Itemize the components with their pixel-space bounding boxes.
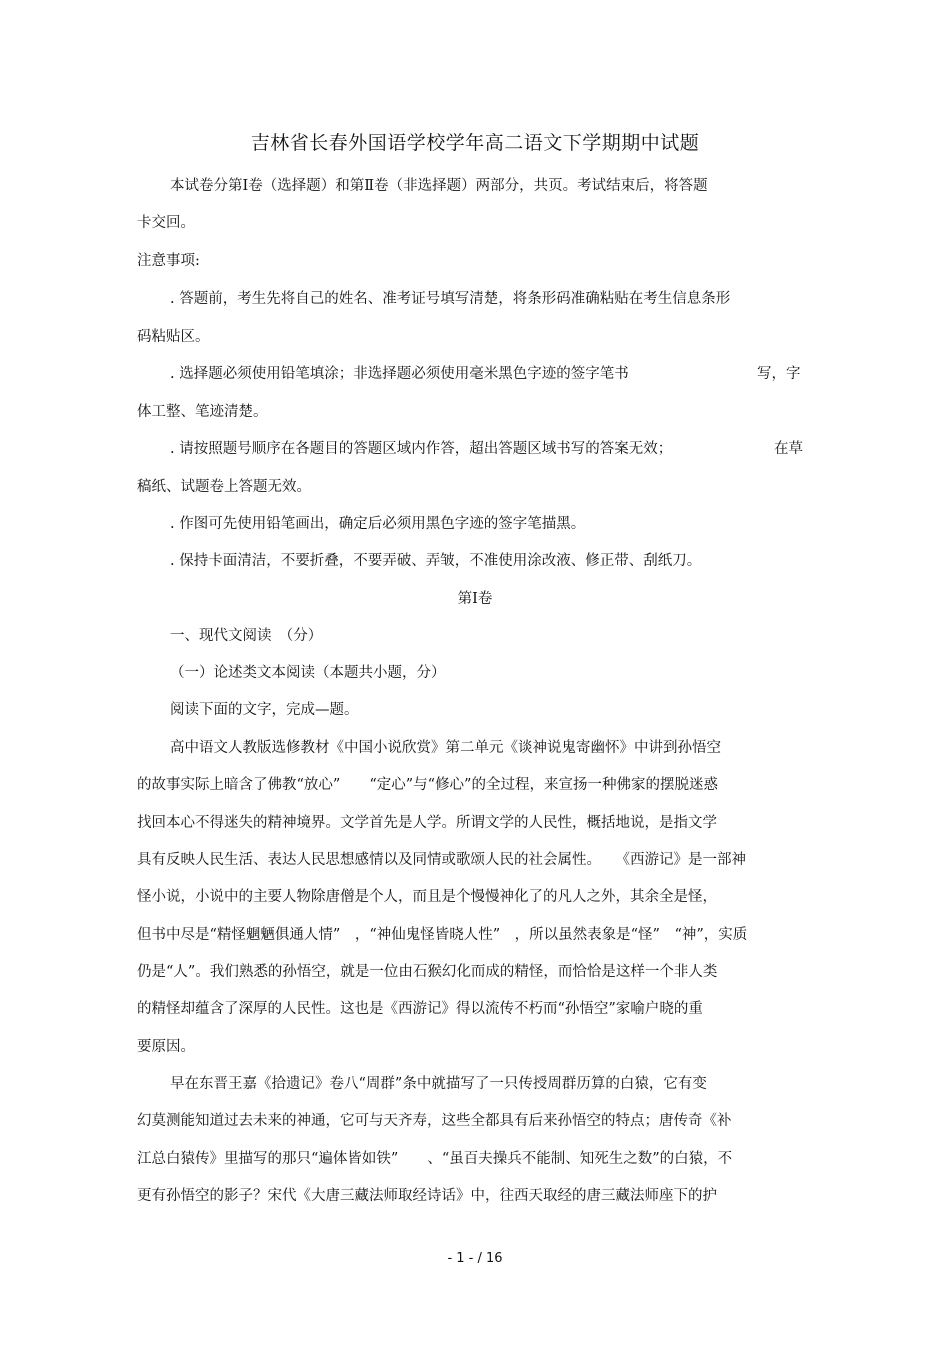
note-1-line-1: . 答题前，考生先将自己的姓名、准考证号填写清楚，将条形码准确粘贴在考生信息条形 [170,291,731,307]
passage-line: 仍是“人”。我们熟悉的孙悟空，就是一位由石猴幻化而成的精怪，而恰恰是这样一个非人类 [137,964,718,980]
passage-line: 具有反映人民生活、表达人民思想感情以及同情或歌颂人民的社会属性。 《西游记》是一部神 [137,852,746,868]
note-5: . 保持卡面清洁，不要折叠，不要弄破、弄皱，不准使用涂改液、修正带、刮纸刀。 [170,553,702,569]
note-3-line-1: . 请按照题号顺序在各题目的答题区域内作答，超出答题区域书写的答案无效； [170,441,673,457]
note-1-line-2: 码粘贴区。 [137,329,210,345]
part-1-heading: 一、现代文阅读 （分） [170,628,323,644]
note-2-line-1-tail: 写，字 [757,366,801,382]
notes-heading: 注意事项: [137,253,200,269]
passage-line: 早在东晋王嘉《拾遗记》卷八“周群”条中就描写了一只传授周群历算的白猿，它有变 [170,1076,707,1092]
intro-line-1: 本试卷分第Ⅰ卷（选择题）和第Ⅱ卷（非选择题）两部分，共页。考试结束后，将答题 [170,178,708,194]
subsection-heading: （一）论述类文本阅读（本题共小题，分） [170,665,446,681]
passage-line: 怪小说，小说中的主要人物除唐僧是个人，而且是个慢慢神化了的凡人之外，其余全是怪， [137,889,717,905]
note-3-line-2: 稿纸、试题卷上答题无效。 [137,479,311,495]
intro-line-2: 卡交回。 [137,215,195,231]
passage-line: 的故事实际上暗含了佛教“放心” “定心”与“修心”的全过程，来宣扬一种佛家的摆脱迷惑 [137,777,718,793]
passage-line: 的精怪却蕴含了深厚的人民性。这也是《西游记》得以流传不朽而“孙悟空”家喻户晓的重 [137,1001,703,1017]
note-4: . 作图可先使用铅笔画出，确定后必须用黑色字迹的签字笔描黑。 [170,516,586,532]
passage-line: 要原因。 [137,1039,195,1055]
passage-line: 更有孙悟空的影子？宋代《大唐三藏法师取经诗话》中，往西天取经的唐三藏法师座下的护 [137,1188,717,1204]
document-title: 吉林省长春外国语学校学年高二语文下学期期中试题 [250,132,700,154]
passage-line: 幻莫测能知道过去未来的神通，它可与天齐寿，这些全都具有后来孙悟空的特点；唐传奇《补 [137,1113,732,1129]
passage-line: 江总白猿传》里描写的那只“遍体皆如铁” 、“虽百夫操兵不能制、知死生之数”的白猿，不 [137,1151,733,1167]
note-2-line-1: . 选择题必须使用铅笔填涂；非选择题必须使用毫米黑色字迹的签字笔书 [170,366,629,382]
volume-heading: 第Ⅰ卷 [457,591,493,607]
passage-line: 找回本心不得迷失的精神境界。文学首先是人学。所谓文学的人民性，概括地说，是指文学 [137,815,717,831]
passage-line: 高中语文人教版选修教材《中国小说欣赏》第二单元《谈神说鬼寄幽怀》中讲到孙悟空 [170,740,721,756]
note-3-line-1-tail: 在草 [774,441,803,457]
note-2-line-2: 体工整、笔迹清楚。 [137,404,268,420]
page-number: - 1 - / 16 [447,1251,503,1266]
reading-instruction: 阅读下面的文字，完成—题。 [170,702,359,718]
passage-line: 但书中尽是“精怪魍魉俱通人情” ，“神仙鬼怪皆晓人性” ，所以虽然表象是“怪” “神”，实质 [137,927,748,943]
